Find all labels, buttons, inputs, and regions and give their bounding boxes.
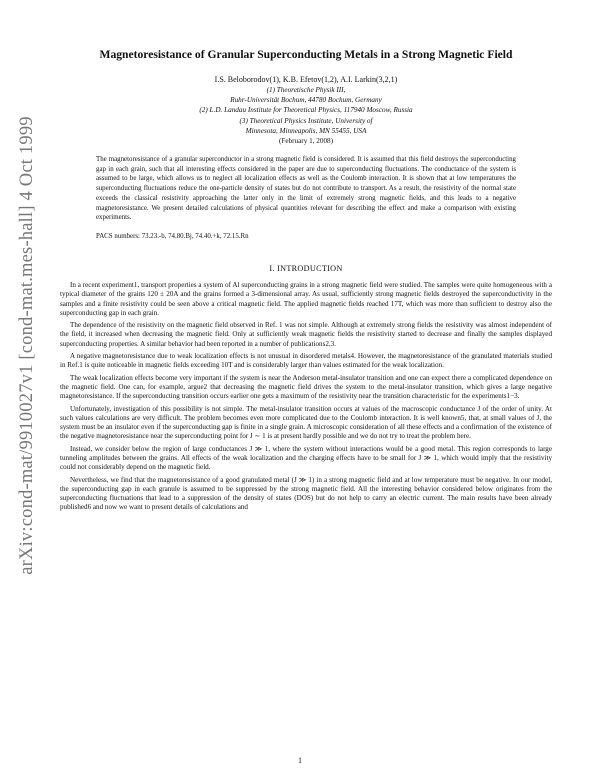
- paragraph: Nevertheless, we find that the magnetoresistance of a good granulated metal (J ≫ 1) in a strong magnetic field and at low temperature must be negative. In our model, the superconducting gap in each granule is assumed to be suppressed by the strong magnetic field. All the interesting behavior considered below originates from the superconducting fluctuations that lead to a suppression of the density of states (DOS) but do not help to carry an electric current. The main results have been already published6 and now we want to present details of calculations and: [60, 475, 552, 512]
- paragraph: Instead, we consider below the region of large conductances J ≫ 1, where the system without interactions would be a good metal. This region corresponds to large tunneling amplitudes between the grains. All effects of the weak localization and the charging effects have to be small for J ≫ 1, which would imply that the resistivity could not considerably depend on the magnetic field.: [60, 444, 552, 472]
- paragraph: In a recent experiment1, transport properties a system of Al superconducting grains in a strong magnetic field were studied. The samples were quite homogeneous with a typical diameter of the grains 120 ± 20A and the grains formed a 3-dimensional array. As usual, sufficiently strong magnetic fields destroyed the superconductivity in the samples and a finite resistivity could be seen above a critical magnetic field. The applied magnetic fields reached 17T, which was more than sufficient to destroy also the superconducting gap in each grain.: [60, 280, 552, 317]
- abstract: The magnetoresistance of a granular superconductor in a strong magnetic field is considered. It is assumed that this field destroys the superconducting gap in each grain, such that all interesting effects considered in the paper are due to superconducting fluctuations. The conductance of the system is assumed to be large, which allows us to neglect all localization effects as well as the Coulomb interaction. It is shown that at low temperatures the superconducting fluctuations reduce the one-particle density of states but do not contribute to transport. As a result, the resistivity of the normal state exceeds the classical resistivity approaching the latter only in the limit of extremely strong magnetic fields, and this leads to a negative magnetoresistance. We present detailed calculations of physical quantities relevant for describing the effect and make a comparison with existing experiments.: [96, 156, 516, 222]
- paragraph: Unfortunately, investigation of this possibility is not simple. The metal-insulator transition occurs at values of the macroscopic conductance J of the order of unity. At such values calculations are very difficult. The problem becomes even more complicated due to the Coulomb interaction. It is well known5, that, at small values of J, the system must be an insulator even if the superconducting gap is finite in a single grain. A microscopic consideration of all these effects and a confirmation of the existence of the negative magnetoresistance near the superconducting point for J ∼ 1 is at present hardly possible and we do not try to treat the problem here.: [60, 404, 552, 441]
- arxiv-identifier: arXiv:cond-mat/9910027v1 [cond-mat.mes-hall] 4 Oct 1999: [16, 115, 37, 575]
- pacs-numbers: PACS numbers: 73.23.-b, 74.80.Bj, 74.40.+k, 72.15.Rn: [96, 232, 249, 240]
- arxiv-sidebar: [14, 20, 40, 670]
- affiliation-line: (2) L.D. Landau Institute for Theoretical Physics, 117940 Moscow, Russia: [199, 106, 413, 115]
- section-body: [60, 281, 552, 513]
- paper-date: (February 1, 2008): [278, 137, 334, 146]
- author-list: I.S. Beloborodov(1), K.B. Efetov(1,2), A.I. Larkin(3,2,1): [214, 75, 398, 84]
- affiliation-line: (1) Theoretische Physik III,: [266, 86, 346, 94]
- section-heading: I. INTRODUCTION: [269, 263, 343, 273]
- page-number: 1: [298, 756, 302, 765]
- affiliations: [60, 85, 552, 136]
- paper-page: [60, 48, 552, 516]
- paragraph: A negative magnetoresistance due to weak localization effects is not unusual in disordered metals4. However, the magnetoresistance of the granulated materials studied in Ref.1 is quite noticeable in magnetic fields exceeding 10T and is considerably larger than values estimated for the weak localization.: [60, 352, 552, 370]
- affiliation-line: Ruhr-Universität Bochum, 44780 Bochum, Germany: [230, 96, 382, 105]
- affiliation-line: (3) Theoretical Physics Institute, University of: [239, 116, 373, 125]
- affiliation-line: Minnesota, Minneapolis, MN 55455, USA: [245, 126, 367, 135]
- paragraph: The dependence of the resistivity on the magnetic field observed in Ref. 1 was not simple. Although at extremely strong fields the resistivity was almost independent of the field, it increased when decreasing the magnetic field. Only at sufficiently weak magnetic fields the resistivity started to decrease and finally the samples displayed superconducting properties. A similar behavior had been reported in a number of publications2,3.: [60, 321, 552, 348]
- paragraph: The weak localization effects become very important if the system is near the Anderson metal-insulator transition and one can expect there a complicated dependence on the magnetic field. One can, for example, argue2 that decreasing the magnetic field drives the system to the metal-insulator transition, which gives a large negative magnetoresistance. If the superconducting transition occurs earlier one gets a maximum of the resistivity near the transition characteristic for the experiments1−3.: [60, 373, 552, 401]
- paper-title: Magnetoresistance of Granular Superconducting Metals in a Strong Magnetic Field: [99, 48, 513, 61]
